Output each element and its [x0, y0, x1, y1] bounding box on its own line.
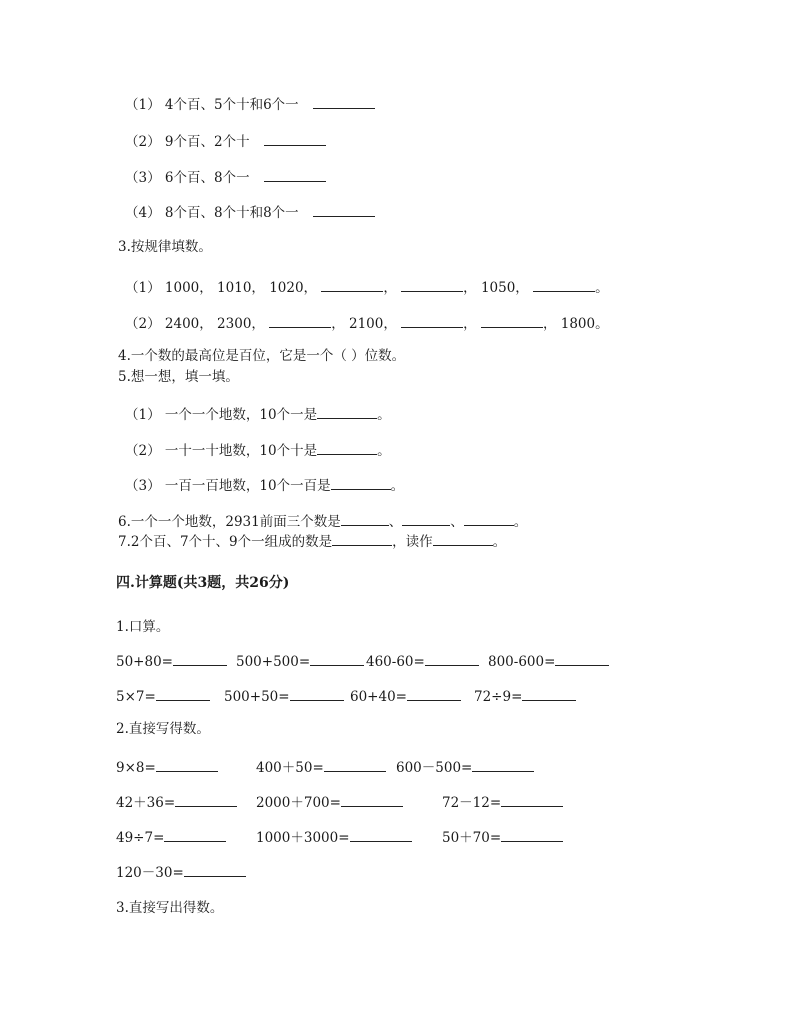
period: 。 — [377, 443, 391, 459]
q6-prompt: 6.一个一个地数，2931前面三个数是 — [118, 514, 341, 530]
answer-blank[interactable] — [341, 511, 389, 526]
equation: 120－30= — [116, 865, 184, 881]
sequence-value: 1010， — [217, 280, 265, 296]
item-number: （3） — [125, 478, 161, 494]
q7-prompt: 7.2个百、7个十、9个一组成的数是 — [118, 534, 333, 550]
period: 。 — [492, 534, 507, 550]
equation: 500+50= — [224, 689, 290, 705]
equation: 400＋50= — [256, 760, 324, 776]
q5-item-2 — [125, 440, 391, 460]
q5-title: 5.想一想，填一填。 — [118, 369, 239, 385]
answer-blank[interactable] — [472, 757, 534, 772]
answer-blank[interactable] — [175, 792, 237, 807]
q3-row-2 — [125, 313, 609, 333]
q4-1-title: 1.口算。 — [116, 619, 170, 635]
answer-blank[interactable] — [501, 827, 563, 842]
oral-calc-row-1c — [366, 651, 479, 671]
equation: 60+40= — [350, 689, 407, 705]
answer-blank[interactable] — [290, 686, 344, 701]
equation: 800-600= — [488, 654, 556, 670]
q7-text — [118, 531, 506, 551]
q2-item-1 — [125, 94, 375, 114]
q4-text: 4.一个数的最高位是百位，它是一个（ ）位数。 — [118, 348, 406, 364]
separator: ， — [463, 316, 477, 332]
direct-calc-r3c2 — [256, 827, 412, 847]
oral-calc-row-1d — [488, 651, 609, 671]
direct-calc-r2c2 — [256, 792, 403, 812]
item-text: 一个一个地数，10个一是 — [164, 407, 318, 423]
direct-calc-r1c2 — [256, 757, 386, 777]
oral-calc-row-1 — [116, 651, 227, 671]
direct-calc-r2c1 — [116, 792, 237, 812]
separator: 、 — [388, 514, 403, 530]
q6-text — [118, 511, 527, 531]
item-text: 6个百、8个一 — [164, 170, 250, 186]
equation: 500+500= — [236, 654, 311, 670]
q5-item-1 — [125, 404, 391, 424]
sequence-value: 1800。 — [560, 316, 609, 332]
sequence-value: 2300， — [217, 316, 265, 332]
answer-blank[interactable] — [313, 94, 375, 109]
answer-blank[interactable] — [156, 757, 218, 772]
period: 。 — [390, 478, 405, 494]
answer-blank[interactable] — [407, 686, 461, 701]
equation: 49÷7= — [116, 830, 165, 846]
direct-calc-r1c1 — [116, 757, 218, 777]
row-number: （1） — [125, 280, 161, 296]
answer-blank[interactable] — [350, 827, 412, 842]
answer-blank[interactable] — [331, 475, 391, 490]
answer-blank[interactable] — [173, 651, 227, 666]
equation: 50＋70= — [442, 830, 502, 846]
answer-blank[interactable] — [313, 202, 375, 217]
answer-blank[interactable] — [332, 531, 392, 546]
item-number: （1） — [125, 407, 161, 423]
q7-mid: ，读作 — [392, 534, 433, 550]
item-text: 9个百、2个十 — [164, 134, 250, 150]
separator: ， — [463, 280, 477, 296]
q3-title: 3.按规律填数。 — [118, 239, 212, 255]
answer-blank[interactable] — [317, 440, 377, 455]
separator: ， — [383, 280, 397, 296]
sequence-value: 2100， — [349, 316, 397, 332]
q2-item-2 — [125, 131, 326, 151]
answer-blank[interactable] — [164, 827, 226, 842]
separator: ， — [331, 316, 345, 332]
direct-calc-r3c3 — [442, 827, 563, 847]
sequence-value: 1050， — [480, 280, 529, 296]
oral-calc-row-2d — [474, 686, 576, 706]
q5-item-3 — [125, 475, 404, 495]
answer-blank[interactable] — [156, 686, 210, 701]
direct-calc-r1c3 — [396, 757, 534, 777]
item-number: （2） — [125, 443, 161, 459]
answer-blank[interactable] — [533, 277, 595, 292]
period: 。 — [595, 280, 609, 296]
direct-calc-r3c1 — [116, 827, 226, 847]
separator: 、 — [450, 514, 464, 530]
equation: 460-60= — [366, 654, 425, 670]
sequence-value: 1000， — [164, 280, 213, 296]
answer-blank[interactable] — [310, 651, 364, 666]
answer-blank[interactable] — [269, 313, 331, 328]
period: 。 — [377, 407, 391, 423]
answer-blank[interactable] — [317, 404, 377, 419]
item-text: 一百一百地数，10个一百是 — [164, 478, 331, 494]
equation: 2000＋700= — [256, 795, 341, 811]
answer-blank[interactable] — [341, 792, 403, 807]
oral-calc-row-2c — [350, 686, 461, 706]
answer-blank[interactable] — [321, 277, 383, 292]
answer-blank[interactable] — [401, 277, 463, 292]
equation: 9×8= — [116, 760, 156, 776]
sequence-value: 2400， — [164, 316, 213, 332]
answer-blank[interactable] — [425, 651, 479, 666]
answer-blank[interactable] — [184, 862, 246, 877]
item-number: （2） — [125, 134, 161, 150]
item-text: 8个百、8个十和8个一 — [164, 205, 299, 221]
q2-item-3 — [125, 167, 326, 187]
answer-blank[interactable] — [555, 651, 609, 666]
equation: 5×7= — [116, 689, 156, 705]
direct-calc-r4c1 — [116, 862, 246, 882]
equation: 42＋36= — [116, 795, 176, 811]
sequence-value: 1020， — [269, 280, 318, 296]
equation: 1000＋3000= — [256, 830, 350, 846]
item-number: （1） — [125, 97, 161, 113]
answer-blank[interactable] — [401, 313, 463, 328]
answer-blank[interactable] — [464, 511, 514, 526]
answer-blank[interactable] — [433, 531, 493, 546]
answer-blank[interactable] — [402, 511, 450, 526]
q3-row-1 — [125, 277, 609, 297]
section-heading: 四.计算题(共3题，共26分) — [116, 575, 290, 591]
oral-calc-row-1b — [236, 651, 364, 671]
q4-3-title: 3.直接写出得数。 — [116, 900, 224, 916]
item-number: （4） — [125, 205, 161, 221]
row-number: （2） — [125, 316, 161, 332]
oral-calc-row-2b — [224, 686, 344, 706]
equation: 72－12= — [442, 795, 502, 811]
answer-blank[interactable] — [522, 686, 576, 701]
equation: 50+80= — [116, 654, 173, 670]
answer-blank[interactable] — [264, 167, 326, 182]
equation: 72÷9= — [474, 689, 523, 705]
equation: 600－500= — [396, 760, 473, 776]
item-text: 4个百、5个十和6个一 — [164, 97, 299, 113]
q2-item-4 — [125, 202, 375, 222]
answer-blank[interactable] — [501, 792, 563, 807]
q4-2-title: 2.直接写得数。 — [116, 721, 210, 737]
answer-blank[interactable] — [481, 313, 543, 328]
answer-blank[interactable] — [264, 131, 326, 146]
separator: ， — [542, 316, 557, 332]
oral-calc-row-2 — [116, 686, 210, 706]
item-text: 一十一十地数，10个十是 — [164, 443, 318, 459]
period: 。 — [513, 514, 528, 530]
answer-blank[interactable] — [324, 757, 386, 772]
direct-calc-r2c3 — [442, 792, 563, 812]
item-number: （3） — [125, 170, 161, 186]
